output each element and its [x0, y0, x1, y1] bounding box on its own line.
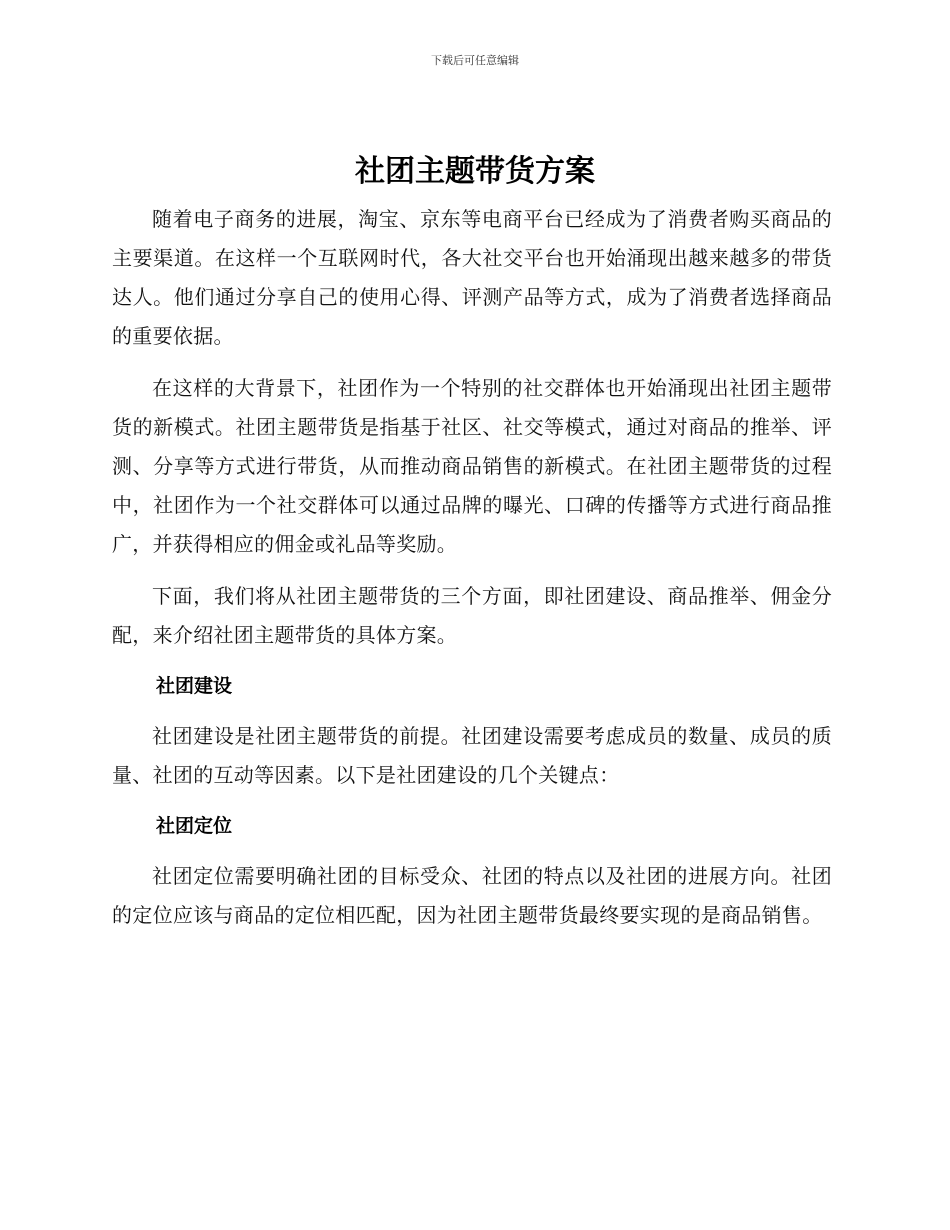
document-title: 社团主题带货方案: [355, 154, 595, 189]
document-body: [112, 200, 832, 948]
intro-paragraph-2: 在这样的大背景下，社团作为一个特别的社交群体也开始涌现出社团主题带货的新模式。社团主题带货是指基于社区、社交等模式，通过对商品的推举、评测、分享等方式进行带货，从而推动商品销售的新模式。在社团主题带货的过程中，社团作为一个社交群体可以通过品牌的曝光、口碑的传播等方式进行商品推广，并获得相应的佣金或礼品等奖励。: [112, 376, 832, 556]
page-header-note: 下载后可任意编辑: [431, 54, 519, 67]
intro-paragraph-3: 下面，我们将从社团主题带货的三个方面，即社团建设、商品推举、佣金分配，来介绍社团主题带货的具体方案。: [112, 584, 832, 647]
community-positioning-paragraph: 社团定位需要明确社团的目标受众、社团的特点以及社团的进展方向。社团的定位应该与商品的定位相匹配，因为社团主题带货最终要实现的是商品销售。: [112, 864, 832, 927]
section-heading-community-positioning: 社团定位: [156, 815, 233, 837]
intro-paragraph-1: 随着电子商务的进展，淘宝、京东等电商平台已经成为了消费者购买商品的主要渠道。在这样一个互联网时代，各大社交平台也开始涌现出越来越多的带货达人。他们通过分享自己的使用心得、评测产品等方式，成为了消费者选择商品的重要依据。: [112, 207, 832, 348]
section-heading-community-building: 社团建设: [156, 675, 233, 697]
community-building-paragraph: 社团建设是社团主题带货的前提。社团建设需要考虑成员的数量、成员的质量、社团的互动等因素。以下是社团建设的几个关键点：: [112, 724, 832, 787]
